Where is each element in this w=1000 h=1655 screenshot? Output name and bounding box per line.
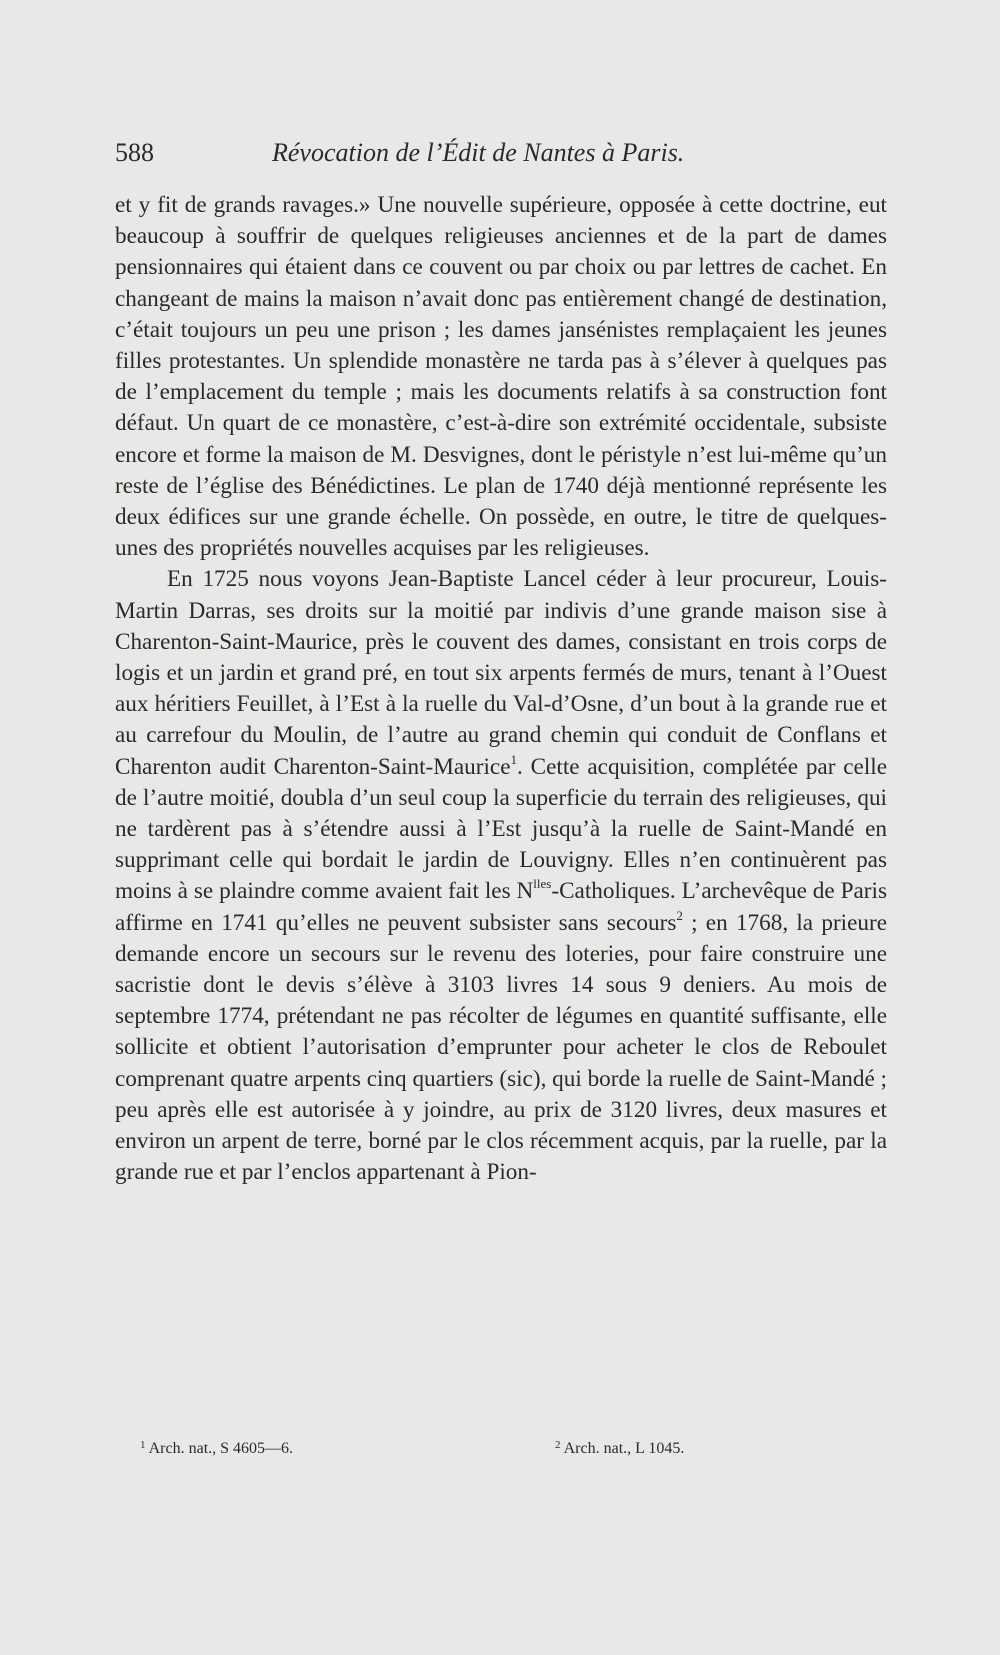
footnote-ref: 1 bbox=[510, 751, 518, 767]
footnote-ref: 2 bbox=[676, 907, 683, 923]
footnote-text: Arch. nat., L 1045. bbox=[560, 1440, 685, 1457]
running-title: Révocation de l’Édit de Nantes à Paris. bbox=[272, 138, 685, 167]
paragraph-text: . Cette acquisition, complétée par celle de l’autre moitié, doubla d’un seul coup la superficie du terrain des religieuses, qui ne tardèrent pas à s’étendre aussi à l’Est jusqu’à la ruelle de Saint-Mandé en supprimant celle qui bordait le jardin de Louvigny. Elles n’en continuèrent pas moins à se plaindre comme avaient fait les N bbox=[115, 753, 888, 905]
paragraph bbox=[115, 564, 887, 1188]
paragraph-text: -Catholiques. L’archevêque de Paris affirme en 1741 qu’elles ne peuvent subsister sans secours bbox=[115, 878, 887, 936]
footnote-text: Arch. nat., S 4605—6. bbox=[145, 1440, 294, 1457]
paragraph-text: ; en 1768, la prieure demande encore un secours sur le revenu des loteries, pour faire construire une sacristie dont le devis s’élève à 3103 livres 14 sous 9 deniers. Au mois de septembre 1774, prétendant ne pas récolter de légumes en quantité suffisante, elle sollicite et obtient l’autorisation d’emprunter pour acheter le clos de Reboulet comprenant quatre arpents cinq quartiers (sic), qui borde la ruelle de Saint-Mandé ; peu après elle est autorisée à y joindre, au prix de 3120 livres, deux masures et environ un arpent de terre, borné par le clos récemment acquis, par la ruelle, par la grande rue et par l’enclos appartenant à Pion- bbox=[115, 909, 888, 1186]
paragraph-text: et y fit de grands ravages.» Une nouvelle supérieure, opposée à cette doctrine, eut beaucoup à souffrir de quelques religieuses anciennes et de la part de dames pensionnaires qui étaient dans ce couvent ou par choix ou par lettres de cachet. En changeant de mains la maison n’avait donc pas entièrement changé de destination, c’était toujours un peu une prison ; les dames jansénistes remplaçaient les jeunes filles protestantes. Un splendide monastère ne tarda pas à s’élever à quelques pas de l’emplacement du temple ; mais les documents relatifs à sa construction font défaut. Un quart de ce monastère, c’est-à-dire son extrémité occidentale, subsiste encore et forme la maison de M. Desvignes, dont le péristyle n’est lui-même qu’un reste de l’église des Bénédictines. Le plan de 1740 déjà mentionné représente les deux édifices sur une grande échelle. On possède, en outre, le titre de quelques-unes des propriétés nouvelles acquises par les religieuses. bbox=[115, 192, 887, 562]
footnote bbox=[140, 1440, 293, 1458]
running-head bbox=[115, 138, 885, 178]
page-number: 588 bbox=[115, 138, 154, 167]
paragraph bbox=[115, 190, 887, 564]
footnote-marker: 2 bbox=[555, 1439, 561, 1451]
abbreviation-superscript: lles bbox=[533, 876, 552, 892]
footnote bbox=[555, 1440, 684, 1458]
paragraph-text: En 1725 nous voyons Jean-Baptiste Lancel céder à leur procureur, Louis-Martin Darras, ses droits sur la moitié par indivis d’une grande maison sise à Charenton-Saint-Maurice, près le couvent des dames, consistant en trois corps de logis et un jardin et grand pré, en tout six arpents fermés de murs, tenant à l’Ouest aux héritiers Feuillet, à l’Est à la ruelle du Val-d’Osne, d’un bout à la grande rue et au carrefour du Moulin, de l’autre au grand chemin qui conduit de Conflans et Charenton audit Charenton-Saint-Maurice bbox=[115, 566, 887, 780]
body-text bbox=[115, 190, 887, 1189]
footnote-marker: 1 bbox=[140, 1439, 146, 1451]
